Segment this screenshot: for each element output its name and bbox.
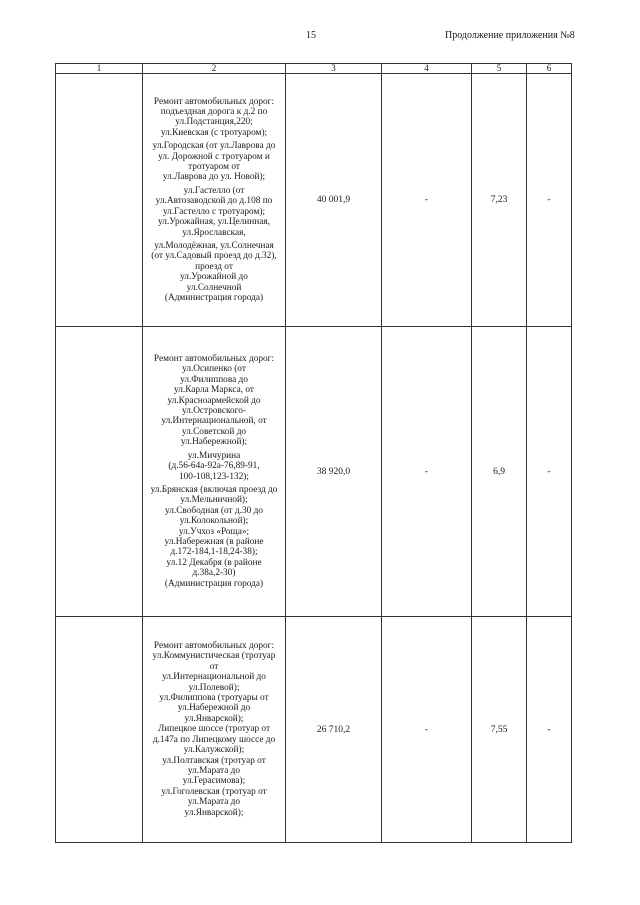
cell-col3: 40 001,9 <box>286 74 382 327</box>
column-header-2: 2 <box>143 64 286 74</box>
cell-col4: - <box>382 327 472 617</box>
cell-col5: 7,55 <box>472 617 527 843</box>
table-row <box>56 74 572 327</box>
description-line: проезд от <box>195 261 233 272</box>
cell-col-1 <box>56 74 143 327</box>
description-line: ул.Урожайная, ул.Целинная, <box>158 217 270 228</box>
description-line: ул.Лаврова до ул. Новой); <box>162 172 266 183</box>
description-line: ул.Островского- <box>182 406 246 417</box>
description-line: ул.Городская (от ул.Лаврова до <box>152 141 276 152</box>
description-line: ул.12 Декабря (в районе <box>166 557 262 568</box>
column-header-5: 5 <box>472 64 527 74</box>
description-line: ул.Брянская (включая проезд до <box>150 484 278 495</box>
description-line: ул.Колокольной); <box>179 516 249 527</box>
description-line: ул.Киевская (с тротуаром); <box>160 127 268 138</box>
description-line: ул.Солнечной <box>186 282 242 293</box>
description-line: ул.Полевой); <box>188 682 240 693</box>
cell-description <box>143 74 286 327</box>
description-line: ул.Подстанция,220; <box>175 117 253 128</box>
page-number: 15 <box>306 30 316 41</box>
description-line: Ремонт автомобильных дорог: <box>153 96 275 107</box>
description-line: ул.Гастелло с тротуаром); <box>162 206 266 217</box>
description-line: Липецкое шоссе (тротуар от <box>157 724 271 735</box>
cell-col-1 <box>56 617 143 843</box>
description-line: ул.Мельничной); <box>180 495 248 506</box>
description-line: ул.Молодёжная, ул.Солнечная <box>154 240 274 251</box>
description-line: ул.Советской до <box>181 426 247 437</box>
description-line: ул.Осипенко (от <box>182 364 246 375</box>
description-line: ул.Ярославская, <box>182 227 246 238</box>
description-line: ул.Январской); <box>184 713 244 724</box>
description-line: ул.Автозаводской до д.108 по <box>155 196 273 207</box>
description-line: ул.Набережной до <box>177 703 251 714</box>
cell-col5: 7,23 <box>472 74 527 327</box>
cell-col5: 6,9 <box>472 327 527 617</box>
table-row <box>56 327 572 617</box>
column-header-3: 3 <box>286 64 382 74</box>
description-line: д.172-184,1-18,24-38); <box>170 547 258 558</box>
description-line: тротуаром от <box>188 162 240 173</box>
description-line: ул.Январской); <box>184 807 244 818</box>
description-line: ул.Интернациональной до <box>162 672 266 683</box>
description-line: ул.Марата до <box>187 765 241 776</box>
cell-description <box>143 617 286 843</box>
description-line: д.147а по Липецкому шоссе до <box>152 734 276 745</box>
description-line: ул.Интернациональной, от <box>161 416 267 427</box>
description-line: 100-108,123-132); <box>179 471 249 482</box>
cell-col6: - <box>527 74 572 327</box>
description-line: ул.Калужской); <box>183 745 245 756</box>
description-line: (Администрация города) <box>164 578 264 589</box>
cell-col6: - <box>527 327 572 617</box>
description-line: Ремонт автомобильных дорог: <box>153 641 275 652</box>
cell-description <box>143 327 286 617</box>
description-line: ул.Филиппова (тротуары от <box>159 693 269 704</box>
description-line: ул.Марата до <box>187 797 241 808</box>
description-line: (Администрация города) <box>164 292 264 303</box>
description-line: д.38а,2-30) <box>192 568 236 579</box>
description-line: (от ул.Садовый проезд до д.32), <box>151 251 277 262</box>
column-header-6: 6 <box>527 64 572 74</box>
description-line: ул.Набережной); <box>180 437 248 448</box>
description-line: ул.Карла Маркса, от <box>174 385 254 396</box>
cell-col3: 38 920,0 <box>286 327 382 617</box>
cell-col4: - <box>382 617 472 843</box>
cell-col-1 <box>56 327 143 617</box>
cell-col3: 26 710,2 <box>286 617 382 843</box>
column-number-row <box>56 64 572 74</box>
description-line: от <box>209 661 219 672</box>
description-line: (д.56-64а-92а-76,89-91, <box>168 461 260 472</box>
description-line: Ремонт автомобильных дорог: <box>153 354 275 365</box>
description-line: ул.Мичурина <box>187 450 241 461</box>
description-line: ул.Урожайной до <box>180 272 248 283</box>
description-line: ул.Коммунистическая (тротуар <box>152 651 276 662</box>
description-line: ул.Гоголевская (тротуар от <box>161 786 267 797</box>
column-header-1: 1 <box>56 64 143 74</box>
description-line: ул.Гастелло (от <box>183 185 245 196</box>
description-line: ул.Свободная (от д.30 до <box>165 505 263 516</box>
description-line: ул.Герасимова); <box>182 776 246 787</box>
cell-col4: - <box>382 74 472 327</box>
cell-col6: - <box>527 617 572 843</box>
description-line: ул.Полтавская (тротуар от <box>162 755 266 766</box>
column-header-4: 4 <box>382 64 472 74</box>
description-line: ул.Набережная (в районе <box>164 536 264 547</box>
table-body <box>56 74 572 843</box>
description-line: ул.Филиппова до <box>180 374 248 385</box>
table-row <box>56 617 572 843</box>
data-table <box>55 63 572 843</box>
description-line: ул.Учхоз «Роща»; <box>178 526 250 537</box>
appendix-note: Продолжение приложения №8 <box>445 30 575 41</box>
description-line: подъездная дорога к д.2 по <box>160 107 268 118</box>
description-line: ул. Дорожной с тротуаром и <box>158 151 270 162</box>
description-line: ул.Красноармейской до <box>167 395 261 406</box>
